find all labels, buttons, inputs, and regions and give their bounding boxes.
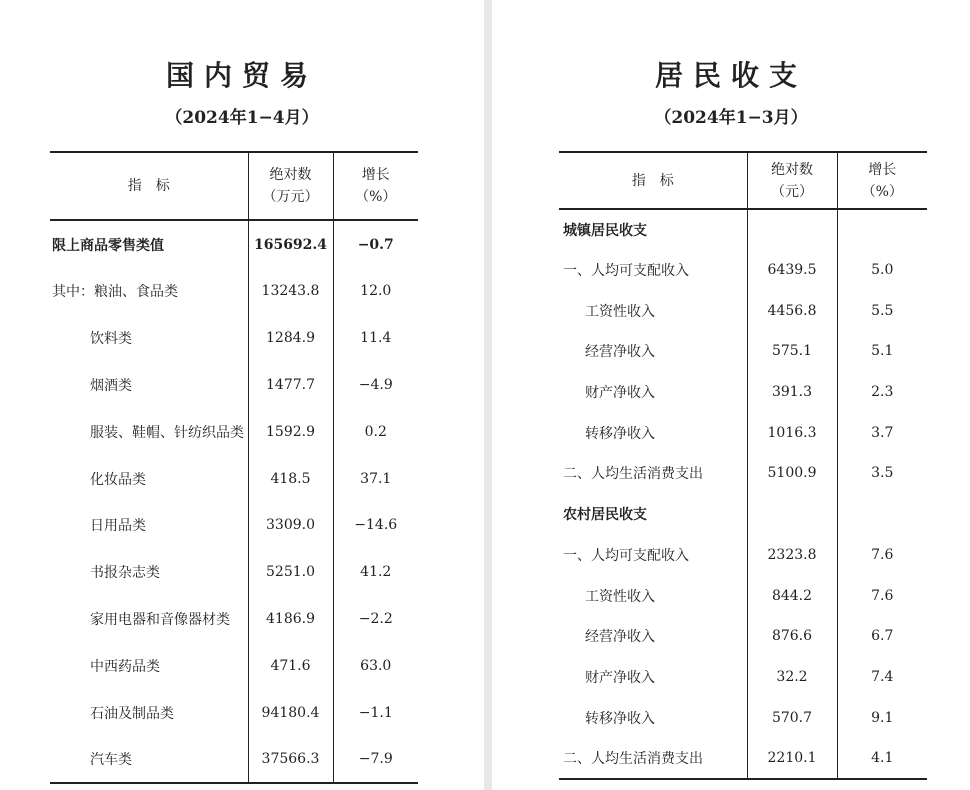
table-row (559, 616, 927, 657)
row-label: 经营净收入 (585, 629, 655, 646)
table-row (50, 220, 418, 268)
row-label: 工资性收入 (585, 303, 655, 320)
row-label: 汽车类 (50, 736, 248, 783)
table-row (50, 596, 418, 643)
row-growth: 3.7 (837, 412, 927, 453)
row-value: 32.2 (747, 657, 837, 698)
section-label: 农村居民收支 (563, 507, 647, 524)
row-value: 6439.5 (747, 250, 837, 291)
row-growth: 5.5 (837, 290, 927, 331)
row-growth: 4.1 (837, 738, 927, 779)
table-row (50, 642, 418, 689)
row-label: 书报杂志类 (90, 565, 160, 582)
row-value: 2210.1 (747, 738, 837, 779)
table-row (50, 502, 418, 549)
row-growth: 12.0 (333, 268, 418, 315)
table-row (50, 408, 418, 455)
row-label: 转移净收入 (585, 710, 655, 727)
row-growth: −1.1 (333, 689, 418, 736)
row-label: 家用电器和音像器材类 (90, 611, 230, 628)
table-row (559, 453, 927, 494)
row-value: 570.7 (747, 697, 837, 738)
row-label: 一、人均可支配收入 (563, 547, 689, 564)
row-growth: 11.4 (333, 315, 418, 362)
row-growth: 63.0 (333, 642, 418, 689)
page-subtitle: （2024年1−4月） (165, 108, 319, 128)
table-row (559, 250, 927, 291)
row-label: 财产净收入 (585, 385, 655, 402)
row-label: 财产净收入 (585, 669, 655, 686)
row-value: 391.3 (747, 372, 837, 413)
row-growth (837, 494, 927, 535)
row-label: 限上商品零售类值 (52, 237, 164, 254)
absolute-value-header: 绝对数 （元） (747, 152, 837, 209)
row-value: 5251.0 (248, 549, 333, 596)
section-label: 城镇居民收支 (563, 222, 647, 239)
row-growth: 41.2 (333, 549, 418, 596)
table-row (559, 697, 927, 738)
row-value: 4186.9 (248, 596, 333, 643)
growth-header: 增长 （%） (333, 152, 418, 220)
row-label: 中西药品类 (90, 658, 160, 675)
table-row (50, 689, 418, 736)
row-growth: 5.1 (837, 331, 927, 372)
row-label: 化妆品类 (90, 471, 146, 488)
row-label: 日用品类 (90, 518, 146, 535)
household-income-table (559, 151, 927, 780)
row-growth: −14.6 (333, 502, 418, 549)
row-value: 2323.8 (747, 535, 837, 576)
row-label: 转移净收入 (585, 425, 655, 442)
row-growth: 3.5 (837, 453, 927, 494)
row-growth: −7.9 (333, 736, 418, 783)
row-value: 1284.9 (248, 315, 333, 362)
table-row (50, 736, 418, 783)
row-value: 37566.3 (248, 736, 333, 783)
row-growth: 0.2 (333, 408, 418, 455)
row-label: 石油及制品类 (90, 705, 174, 722)
left-page (0, 0, 484, 790)
table-row (50, 455, 418, 502)
table-row (559, 575, 927, 616)
section-row (559, 494, 927, 535)
row-value: 876.6 (747, 616, 837, 657)
table-row (559, 372, 927, 413)
row-growth: −2.2 (333, 596, 418, 643)
row-value: 5100.9 (747, 453, 837, 494)
row-value: 3309.0 (248, 502, 333, 549)
row-growth: −0.7 (333, 220, 418, 268)
row-label: 经营净收入 (585, 344, 655, 361)
growth-header: 增长 （%） (837, 152, 927, 209)
row-value: 1592.9 (248, 408, 333, 455)
row-value: 575.1 (747, 331, 837, 372)
row-value: 1016.3 (747, 412, 837, 453)
table-row (50, 549, 418, 596)
table-row (559, 738, 927, 779)
row-label: 二、人均生活消费支出 (563, 466, 703, 483)
right-page (492, 0, 970, 790)
row-growth: 7.6 (837, 535, 927, 576)
indicator-header: 指 标 (50, 152, 248, 220)
table-header-row (559, 152, 927, 209)
row-value: 844.2 (747, 575, 837, 616)
table-row (559, 412, 927, 453)
row-growth (837, 209, 927, 250)
row-value: 471.6 (248, 642, 333, 689)
absolute-value-header: 绝对数 （万元） (248, 152, 333, 220)
page-title: 居民收支 (654, 59, 807, 92)
row-growth: 9.1 (837, 697, 927, 738)
row-value: 418.5 (248, 455, 333, 502)
table-row (559, 290, 927, 331)
row-value: 13243.8 (248, 268, 333, 315)
page-title: 国内贸易 (165, 59, 318, 92)
table-row (50, 315, 418, 362)
indicator-header: 指 标 (559, 152, 747, 209)
section-row (559, 209, 927, 250)
domestic-trade-table (50, 151, 418, 784)
row-growth: 6.7 (837, 616, 927, 657)
row-label: 其中：粮油、食品类 (52, 284, 178, 301)
table-row (559, 657, 927, 698)
row-value (747, 494, 837, 535)
table-row (559, 331, 927, 372)
page-subtitle: （2024年1−3月） (654, 108, 808, 128)
row-growth: 37.1 (333, 455, 418, 502)
row-growth: 5.0 (837, 250, 927, 291)
row-label: 烟酒类 (90, 377, 132, 394)
row-label: 一、人均可支配收入 (563, 263, 689, 280)
table-row (559, 535, 927, 576)
table-row (50, 362, 418, 409)
row-value (747, 209, 837, 250)
row-label: 二、人均生活消费支出 (559, 738, 747, 779)
row-label: 服装、鞋帽、针纺织品类 (90, 424, 244, 441)
row-growth: 2.3 (837, 372, 927, 413)
row-label: 工资性收入 (585, 588, 655, 605)
row-value: 94180.4 (248, 689, 333, 736)
row-value: 1477.7 (248, 362, 333, 409)
row-value: 165692.4 (248, 220, 333, 268)
row-growth: 7.4 (837, 657, 927, 698)
row-label: 饮料类 (90, 331, 132, 348)
row-growth: 7.6 (837, 575, 927, 616)
row-growth: −4.9 (333, 362, 418, 409)
row-value: 4456.8 (747, 290, 837, 331)
table-row (50, 268, 418, 315)
table-header-row (50, 152, 418, 220)
